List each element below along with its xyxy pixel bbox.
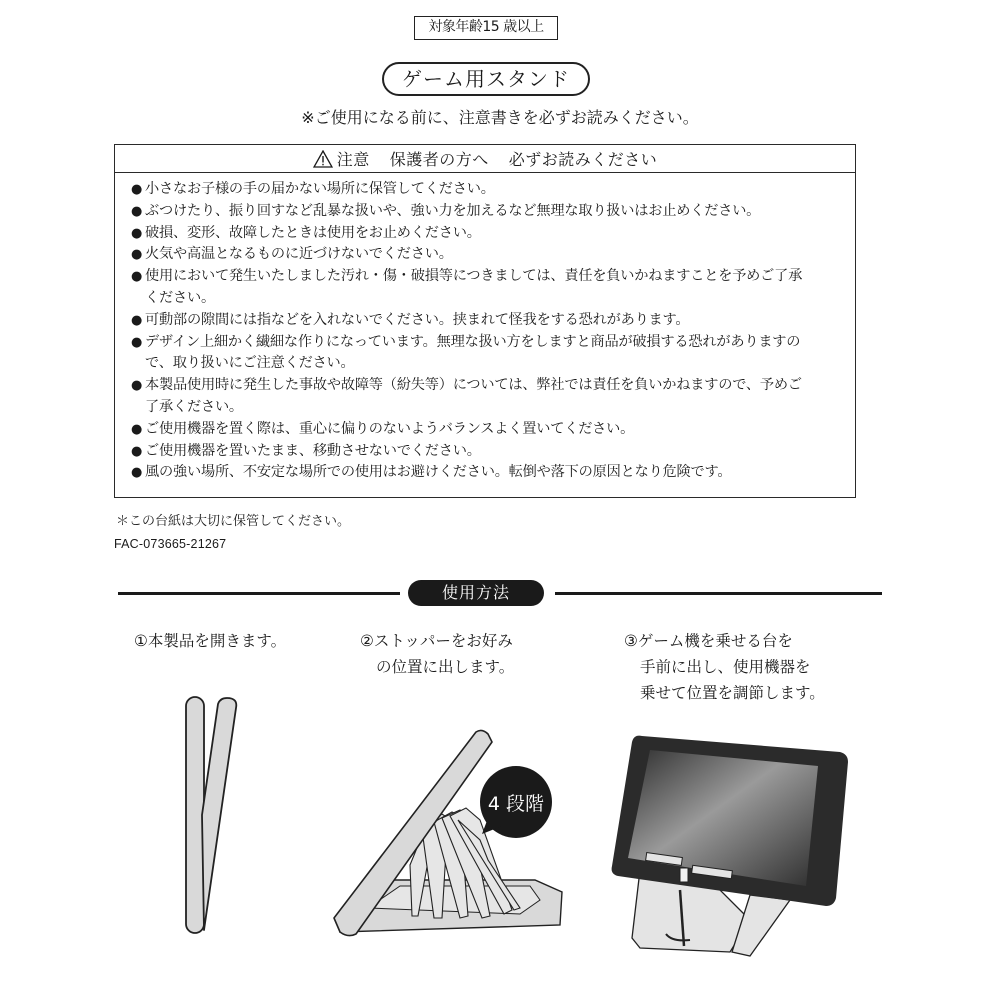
caution-item xyxy=(131,332,855,376)
bullet-icon: ● xyxy=(131,203,143,219)
caution-header-guardian: 保護者の方へ xyxy=(389,150,489,169)
caution-item-continuation: 了承ください。 xyxy=(145,398,243,415)
usage-step-3 xyxy=(624,628,825,706)
bullet-icon: ● xyxy=(131,421,143,437)
stand-stopper-illustration xyxy=(330,720,580,950)
caution-item-text: 使用において発生いたしました汚れ・傷・破損等につきましては、責任を負いかねますことを予めご了承 xyxy=(145,268,803,285)
step-text: の位置に出します。 xyxy=(376,658,515,676)
bullet-icon: ● xyxy=(131,247,143,263)
caution-item xyxy=(131,419,855,441)
caution-list xyxy=(115,173,855,484)
caution-item-continuation: ください。 xyxy=(145,289,215,306)
caution-item xyxy=(131,266,855,310)
caution-item-continuation: で、取り扱いにご注意ください。 xyxy=(145,355,355,372)
four-levels-bubble: 4 段階 xyxy=(487,793,545,815)
caution-item-text: 可動部の隙間には指などを入れないでください。挟まれて怪我をする恐れがあります。 xyxy=(145,311,690,328)
bullet-icon: ● xyxy=(131,182,143,197)
caution-item xyxy=(131,223,855,245)
caution-item xyxy=(131,441,855,463)
caution-item xyxy=(131,201,855,223)
bullet-icon: ● xyxy=(131,334,143,350)
caution-item-text: 本製品使用時に発生した事故や故障等（紛失等）については、弊社では責任を負いかねますので、予めご xyxy=(145,377,802,394)
caution-item-text: 風の強い場所、不安定な場所での使用はお避けください。転倒や落下の原因となり危険です。 xyxy=(145,464,732,481)
caution-box xyxy=(114,144,856,498)
step-text: ③ゲーム機を乗せる台を xyxy=(624,632,793,650)
keep-card-footnote: ＊この台紙は大切に保管してください。 xyxy=(116,514,351,529)
caution-item-text: 火気や高温となるものに近づけないでください。 xyxy=(145,246,453,263)
read-before-use-notice: ※ご使用になる前に、注意書きを必ずお読みください。 xyxy=(301,108,699,127)
step-text: 手前に出し、使用機器を xyxy=(640,658,811,676)
caution-item xyxy=(131,462,855,484)
caution-item xyxy=(131,244,855,266)
caution-item-text: 破損、変形、故障したときは使用をお止めください。 xyxy=(145,224,481,241)
usage-step-2 xyxy=(360,628,514,680)
bullet-icon: ● xyxy=(131,312,143,328)
caution-header xyxy=(115,145,855,173)
bullet-icon: ● xyxy=(131,443,143,459)
stand-closed-illustration xyxy=(170,690,260,940)
step-text: ①本製品を開きます。 xyxy=(134,632,287,650)
bullet-icon: ● xyxy=(131,465,143,481)
divider-left xyxy=(118,592,400,595)
warning-triangle-icon xyxy=(313,150,333,168)
caution-item xyxy=(131,375,855,419)
caution-item xyxy=(131,310,855,332)
step-text: 乗せて位置を調節します。 xyxy=(640,684,825,702)
usage-section-title: 使用方法 xyxy=(408,580,544,606)
caution-item-text: ぶつけたり、振り回すなど乱暴な扱いや、強い力を加えるなど無理な取り扱いはお止めください。 xyxy=(145,202,761,219)
usage-step-1 xyxy=(134,628,286,654)
step-text: ②ストッパーをお好み xyxy=(360,632,513,650)
console-on-stand-illustration xyxy=(600,720,870,960)
product-name-title: ゲーム用スタンド xyxy=(382,62,590,96)
caution-header-label: 注意 xyxy=(336,150,370,169)
divider-right xyxy=(555,592,882,595)
caution-item-text: ご使用機器を置いたまま、移動させないでください。 xyxy=(145,442,481,459)
caution-item-text: デザイン上細かく繊細な作りになっています。無理な扱い方をしますと商品が破損する恐れがありますの xyxy=(145,333,801,350)
bullet-icon: ● xyxy=(131,378,143,394)
bullet-icon: ● xyxy=(131,225,143,241)
caution-item-text: ご使用機器を置く際は、重心に偏りのないようバランスよく置いてください。 xyxy=(145,420,635,437)
caution-header-must-read: 必ずお読みください xyxy=(508,150,658,169)
product-code: FAC-073665-21267 xyxy=(114,537,227,551)
bullet-icon: ● xyxy=(131,269,143,285)
caution-item-text: 小さなお子様の手の届かない場所に保管してください。 xyxy=(145,181,495,197)
age-rating-label: 対象年齢15 歳以上 xyxy=(414,16,558,40)
caution-item xyxy=(131,179,855,201)
